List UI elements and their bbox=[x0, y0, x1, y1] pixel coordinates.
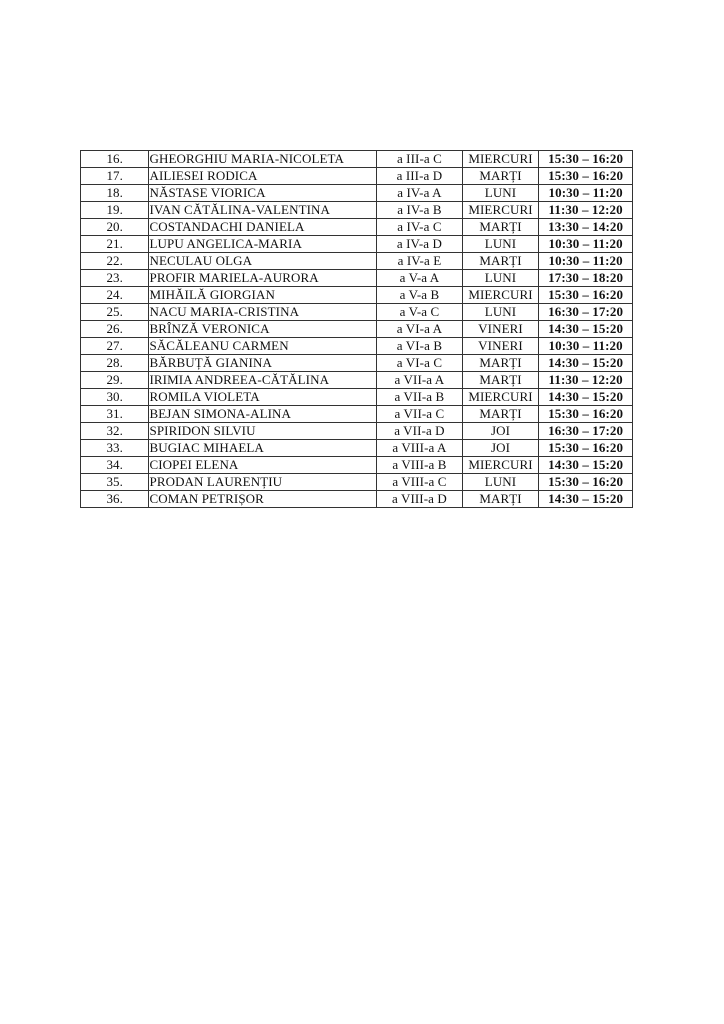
class-cell: a V-a B bbox=[377, 287, 463, 304]
table-row bbox=[81, 270, 633, 287]
teacher-name-cell: AILIESEI RODICA bbox=[149, 168, 377, 185]
row-number-cell: 31. bbox=[81, 406, 149, 423]
teacher-name-cell: BUGIAC MIHAELA bbox=[149, 440, 377, 457]
row-number-cell: 17. bbox=[81, 168, 149, 185]
day-cell: LUNI bbox=[462, 304, 539, 321]
time-interval-cell: 15:30 – 16:20 bbox=[539, 151, 633, 168]
table-row bbox=[81, 185, 633, 202]
row-number-cell: 35. bbox=[81, 474, 149, 491]
table-row bbox=[81, 253, 633, 270]
schedule-table-body bbox=[81, 151, 633, 508]
table-row bbox=[81, 338, 633, 355]
class-cell: a VII-a B bbox=[377, 389, 463, 406]
table-row bbox=[81, 151, 633, 168]
teacher-name-cell: BĂRBUȚĂ GIANINA bbox=[149, 355, 377, 372]
table-row bbox=[81, 355, 633, 372]
row-number-cell: 21. bbox=[81, 236, 149, 253]
time-interval-cell: 16:30 – 17:20 bbox=[539, 304, 633, 321]
teacher-name-cell: BEJAN SIMONA-ALINA bbox=[149, 406, 377, 423]
teacher-name-cell: CIOPEI ELENA bbox=[149, 457, 377, 474]
table-row bbox=[81, 440, 633, 457]
day-cell: LUNI bbox=[462, 270, 539, 287]
class-cell: a IV-a E bbox=[377, 253, 463, 270]
class-cell: a VI-a C bbox=[377, 355, 463, 372]
row-number-cell: 34. bbox=[81, 457, 149, 474]
day-cell: MIERCURI bbox=[462, 202, 539, 219]
class-cell: a VII-a A bbox=[377, 372, 463, 389]
time-interval-cell: 14:30 – 15:20 bbox=[539, 491, 633, 508]
time-interval-cell: 10:30 – 11:20 bbox=[539, 236, 633, 253]
time-interval-cell: 11:30 – 12:20 bbox=[539, 372, 633, 389]
class-cell: a III-a C bbox=[377, 151, 463, 168]
teacher-name-cell: NACU MARIA-CRISTINA bbox=[149, 304, 377, 321]
table-row bbox=[81, 372, 633, 389]
row-number-cell: 16. bbox=[81, 151, 149, 168]
row-number-cell: 18. bbox=[81, 185, 149, 202]
row-number-cell: 20. bbox=[81, 219, 149, 236]
table-row bbox=[81, 491, 633, 508]
table-row bbox=[81, 321, 633, 338]
time-interval-cell: 14:30 – 15:20 bbox=[539, 355, 633, 372]
day-cell: VINERI bbox=[462, 321, 539, 338]
class-cell: a VIII-a B bbox=[377, 457, 463, 474]
table-row bbox=[81, 202, 633, 219]
class-cell: a VIII-a C bbox=[377, 474, 463, 491]
class-cell: a V-a A bbox=[377, 270, 463, 287]
time-interval-cell: 15:30 – 16:20 bbox=[539, 287, 633, 304]
time-interval-cell: 15:30 – 16:20 bbox=[539, 440, 633, 457]
teacher-name-cell: ROMILA VIOLETA bbox=[149, 389, 377, 406]
day-cell: MIERCURI bbox=[462, 389, 539, 406]
row-number-cell: 30. bbox=[81, 389, 149, 406]
class-cell: a IV-a C bbox=[377, 219, 463, 236]
time-interval-cell: 11:30 – 12:20 bbox=[539, 202, 633, 219]
teacher-name-cell: IVAN CĂTĂLINA-VALENTINA bbox=[149, 202, 377, 219]
class-cell: a VI-a A bbox=[377, 321, 463, 338]
row-number-cell: 33. bbox=[81, 440, 149, 457]
class-cell: a VIII-a A bbox=[377, 440, 463, 457]
class-cell: a VI-a B bbox=[377, 338, 463, 355]
row-number-cell: 36. bbox=[81, 491, 149, 508]
teacher-name-cell: SPIRIDON SILVIU bbox=[149, 423, 377, 440]
day-cell: MARȚI bbox=[462, 355, 539, 372]
day-cell: MARȚI bbox=[462, 219, 539, 236]
row-number-cell: 23. bbox=[81, 270, 149, 287]
time-interval-cell: 16:30 – 17:20 bbox=[539, 423, 633, 440]
class-cell: a VII-a D bbox=[377, 423, 463, 440]
day-cell: MARȚI bbox=[462, 372, 539, 389]
table-row bbox=[81, 168, 633, 185]
class-cell: a IV-a B bbox=[377, 202, 463, 219]
teacher-name-cell: COMAN PETRIȘOR bbox=[149, 491, 377, 508]
class-cell: a VII-a C bbox=[377, 406, 463, 423]
row-number-cell: 28. bbox=[81, 355, 149, 372]
day-cell: LUNI bbox=[462, 474, 539, 491]
table-row bbox=[81, 423, 633, 440]
row-number-cell: 25. bbox=[81, 304, 149, 321]
time-interval-cell: 14:30 – 15:20 bbox=[539, 321, 633, 338]
table-row bbox=[81, 236, 633, 253]
table-row bbox=[81, 406, 633, 423]
table-row bbox=[81, 219, 633, 236]
class-cell: a V-a C bbox=[377, 304, 463, 321]
time-interval-cell: 10:30 – 11:20 bbox=[539, 338, 633, 355]
day-cell: LUNI bbox=[462, 185, 539, 202]
teacher-name-cell: BRÎNZĂ VERONICA bbox=[149, 321, 377, 338]
class-cell: a VIII-a D bbox=[377, 491, 463, 508]
class-cell: a IV-a A bbox=[377, 185, 463, 202]
row-number-cell: 19. bbox=[81, 202, 149, 219]
class-cell: a IV-a D bbox=[377, 236, 463, 253]
schedule-table bbox=[80, 150, 633, 508]
class-cell: a III-a D bbox=[377, 168, 463, 185]
teacher-name-cell: PROFIR MARIELA-AURORA bbox=[149, 270, 377, 287]
table-row bbox=[81, 304, 633, 321]
teacher-name-cell: NĂSTASE VIORICA bbox=[149, 185, 377, 202]
day-cell: MIERCURI bbox=[462, 287, 539, 304]
day-cell: MIERCURI bbox=[462, 151, 539, 168]
row-number-cell: 32. bbox=[81, 423, 149, 440]
teacher-name-cell: PRODAN LAURENȚIU bbox=[149, 474, 377, 491]
day-cell: MARȚI bbox=[462, 491, 539, 508]
day-cell: MARȚI bbox=[462, 253, 539, 270]
row-number-cell: 27. bbox=[81, 338, 149, 355]
table-row bbox=[81, 474, 633, 491]
day-cell: MIERCURI bbox=[462, 457, 539, 474]
teacher-name-cell: COSTANDACHI DANIELA bbox=[149, 219, 377, 236]
time-interval-cell: 15:30 – 16:20 bbox=[539, 406, 633, 423]
row-number-cell: 29. bbox=[81, 372, 149, 389]
time-interval-cell: 14:30 – 15:20 bbox=[539, 457, 633, 474]
time-interval-cell: 10:30 – 11:20 bbox=[539, 253, 633, 270]
table-row bbox=[81, 389, 633, 406]
teacher-name-cell: GHEORGHIU MARIA-NICOLETA bbox=[149, 151, 377, 168]
teacher-name-cell: LUPU ANGELICA-MARIA bbox=[149, 236, 377, 253]
day-cell: MARȚI bbox=[462, 406, 539, 423]
table-row bbox=[81, 287, 633, 304]
time-interval-cell: 15:30 – 16:20 bbox=[539, 168, 633, 185]
row-number-cell: 22. bbox=[81, 253, 149, 270]
teacher-name-cell: NECULAU OLGA bbox=[149, 253, 377, 270]
day-cell: JOI bbox=[462, 440, 539, 457]
day-cell: LUNI bbox=[462, 236, 539, 253]
table-row bbox=[81, 457, 633, 474]
day-cell: MARȚI bbox=[462, 168, 539, 185]
row-number-cell: 26. bbox=[81, 321, 149, 338]
time-interval-cell: 13:30 – 14:20 bbox=[539, 219, 633, 236]
time-interval-cell: 15:30 – 16:20 bbox=[539, 474, 633, 491]
time-interval-cell: 14:30 – 15:20 bbox=[539, 389, 633, 406]
teacher-name-cell: IRIMIA ANDREEA-CĂTĂLINA bbox=[149, 372, 377, 389]
time-interval-cell: 17:30 – 18:20 bbox=[539, 270, 633, 287]
day-cell: VINERI bbox=[462, 338, 539, 355]
teacher-name-cell: SĂCĂLEANU CARMEN bbox=[149, 338, 377, 355]
teacher-name-cell: MIHĂILĂ GIORGIAN bbox=[149, 287, 377, 304]
day-cell: JOI bbox=[462, 423, 539, 440]
time-interval-cell: 10:30 – 11:20 bbox=[539, 185, 633, 202]
row-number-cell: 24. bbox=[81, 287, 149, 304]
